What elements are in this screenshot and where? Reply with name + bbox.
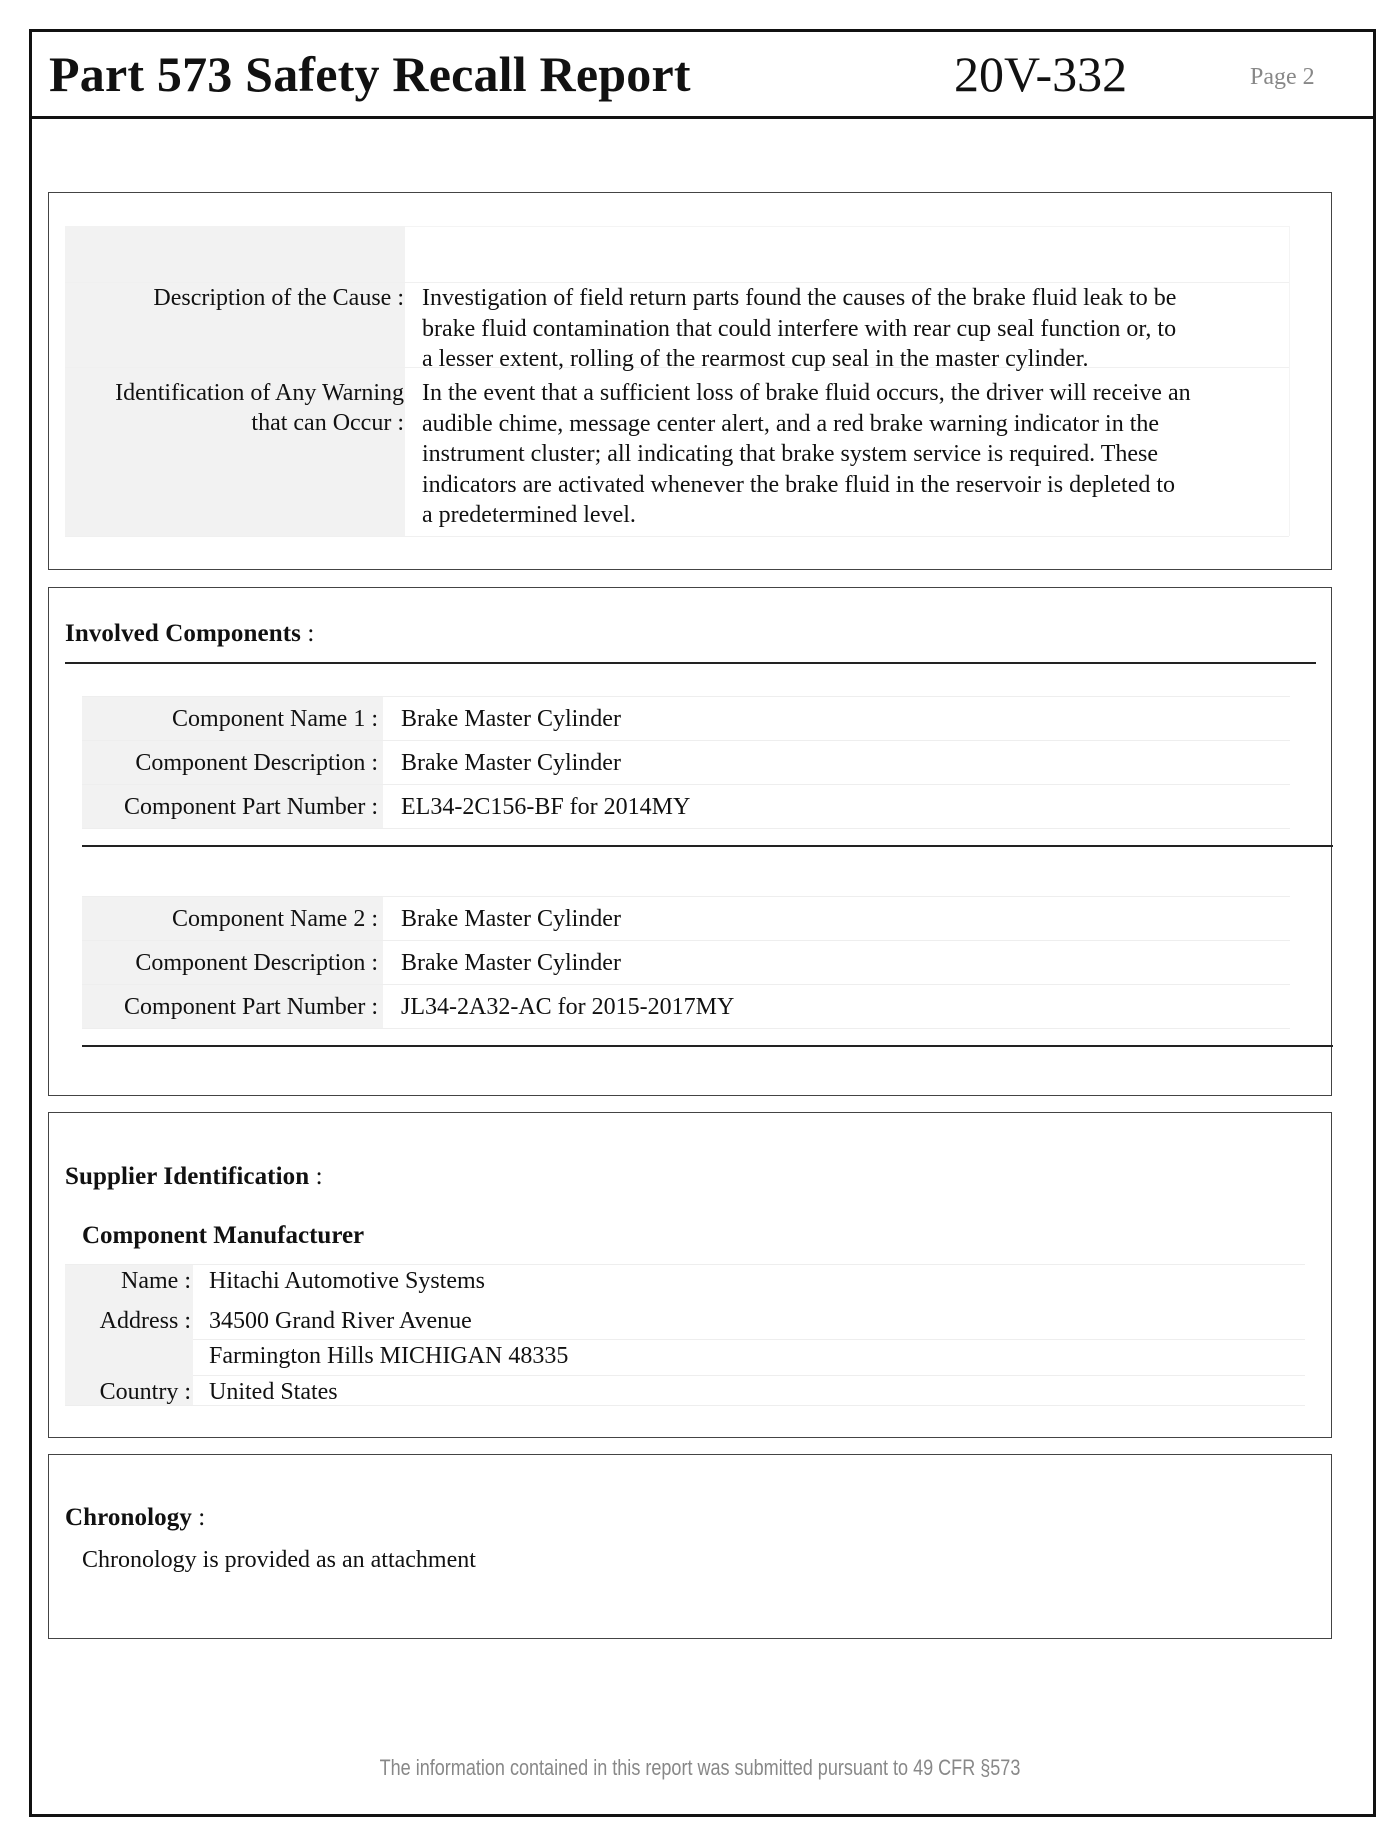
chronology-heading <box>65 1503 205 1533</box>
cause-value <box>422 283 1292 375</box>
component-1-description: Brake Master Cylinder <box>401 750 621 776</box>
component-1-name-label: Component Name 1 : <box>172 706 378 732</box>
warning-line: a predetermined level. <box>422 502 636 528</box>
heading-colon: : <box>300 620 315 647</box>
chronology-heading-text: Chronology <box>65 1504 192 1531</box>
component-divider <box>82 845 1333 847</box>
cause-section <box>48 192 1332 570</box>
warning-label <box>65 378 404 438</box>
supplier-country: United States <box>209 1379 338 1405</box>
row-divider <box>82 740 1290 741</box>
component-divider <box>82 1045 1333 1047</box>
cause-line: brake fluid contamination that could interfere with rear cup seal function or, to <box>422 315 1177 342</box>
page-number: Page 2 <box>1250 64 1315 90</box>
component-1-name: Brake Master Cylinder <box>401 706 621 732</box>
component-2-part-number: JL34-2A32-AC for 2015-2017MY <box>401 994 735 1020</box>
row-divider <box>82 896 1290 897</box>
supplier-heading <box>65 1162 323 1192</box>
chronology-text: Chronology is provided as an attachment <box>82 1547 476 1573</box>
cause-line: a lesser extent, rolling of the rearmost cup seal in the master cylinder. <box>422 346 1089 372</box>
supplier-address-line2: Farmington Hills MICHIGAN 48335 <box>209 1343 569 1369</box>
row-divider <box>193 1339 1305 1340</box>
component-2-part-number-label: Component Part Number : <box>124 994 378 1020</box>
component-2-description-label: Component Description : <box>135 950 378 976</box>
component-2-name: Brake Master Cylinder <box>401 906 621 932</box>
warning-line: indicators are activated whenever the brake fluid in the reservoir is depleted to <box>422 471 1176 498</box>
manufacturer-subheading: Component Manufacturer <box>82 1222 365 1249</box>
supplier-heading-text: Supplier Identification <box>65 1163 310 1190</box>
row-divider <box>82 828 1290 829</box>
row-divider <box>82 1028 1290 1029</box>
supplier-address-label: Address : <box>99 1308 191 1334</box>
component-1-part-number: EL34-2C156-BF for 2014MY <box>401 794 691 820</box>
heading-rule <box>65 662 1316 664</box>
row-divider <box>82 784 1290 785</box>
component-2-description: Brake Master Cylinder <box>401 950 621 976</box>
warning-line: instrument cluster; all indicating that brake system service is required. These <box>422 441 1159 467</box>
cause-label: Description of the Cause : <box>153 285 404 311</box>
row-divider <box>82 940 1290 941</box>
row-divider <box>65 1264 1305 1265</box>
heading-colon: : <box>191 1504 206 1531</box>
chronology-section <box>48 1454 1332 1639</box>
supplier-country-label: Country : <box>99 1379 191 1405</box>
report-header <box>29 29 1376 119</box>
component-1-description-label: Component Description : <box>135 750 378 776</box>
components-section <box>48 587 1332 1096</box>
component-1-part-number-label: Component Part Number : <box>124 794 378 820</box>
row-divider <box>65 536 1289 537</box>
heading-colon: : <box>309 1163 323 1190</box>
warning-label-line: Identification of Any Warning <box>115 380 404 406</box>
warning-line: audible chime, message center alert, and a red brake warning indicator in the <box>422 410 1160 437</box>
row-divider <box>82 696 1290 697</box>
warning-value <box>422 378 1302 531</box>
warning-line: In the event that a sufficient loss of brake fluid occurs, the driver will receive an <box>422 380 1191 406</box>
supplier-name-label: Name : <box>121 1268 191 1294</box>
row-divider <box>82 984 1290 985</box>
cause-line: Investigation of field return parts found the causes of the brake fluid leak to be <box>422 285 1177 311</box>
supplier-name: Hitachi Automotive Systems <box>209 1268 485 1294</box>
table-border <box>405 226 1289 227</box>
supplier-address-line1: 34500 Grand River Avenue <box>209 1308 472 1334</box>
components-heading <box>65 619 314 649</box>
footer-note: The information contained in this report was submitted pursuant to 49 CFR §573 <box>379 1755 1021 1780</box>
report-title: Part 573 Safety Recall Report <box>49 46 691 102</box>
component-2-name-label: Component Name 2 : <box>172 906 378 932</box>
recall-number: 20V-332 <box>954 46 1128 102</box>
warning-label-line: that can Occur : <box>251 410 404 436</box>
supplier-section <box>48 1112 1332 1438</box>
row-divider <box>193 1375 1305 1376</box>
components-heading-text: Involved Components <box>65 620 301 647</box>
